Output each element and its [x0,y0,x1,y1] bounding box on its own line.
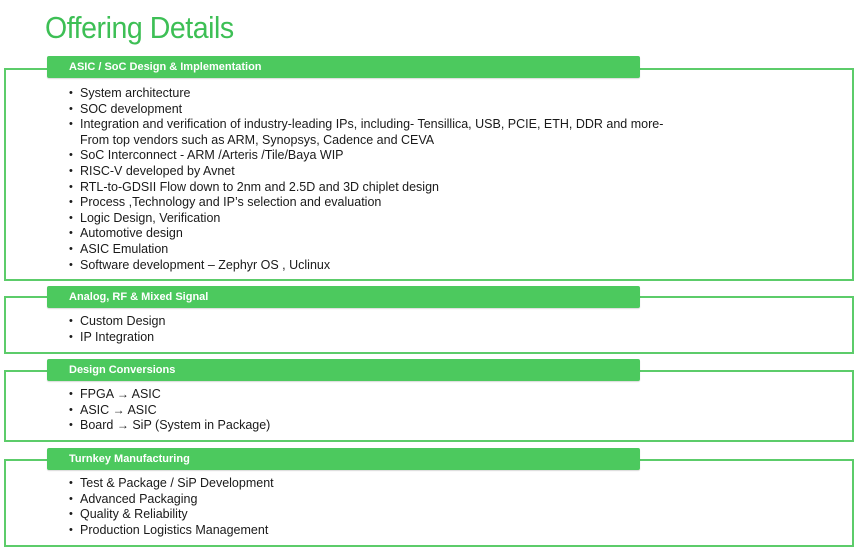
list-item-text: Integration and verification of industry-leading IPs, including- Tensillica, USB, PCIE, ETH, DDR and more- [80,117,664,132]
list-item: • IP Integration [69,330,165,346]
list-item [69,418,270,434]
list-item: • Quality & Reliability [69,507,274,523]
list-item: • Process ,Technology and IP’s selection and evaluation [69,195,663,211]
list-item: • ASIC Emulation [69,242,663,258]
list-item: • Software development – Zephyr OS , Uclinux [69,258,663,274]
list-item: • SoC Interconnect - ARM /Arteris /Tile/Baya WIP [69,148,663,164]
list-item: • Logic Design, Verification [69,211,663,227]
turnkey-manufacturing-list [69,476,274,538]
list-item [69,403,270,419]
section-header-asic-soc: ASIC / SoC Design & Implementation [47,56,640,78]
list-item: • SOC development [69,102,663,118]
analog-rf-list [69,314,165,345]
list-item: • Custom Design [69,314,165,330]
conversion-to: ASIC [131,387,161,401]
section-header-turnkey-manufacturing: Turnkey Manufacturing [47,448,640,470]
asic-soc-list [69,86,663,273]
arrow-right-icon: → [112,402,125,417]
page-title: Offering Details [45,10,234,45]
conversion-to: ASIC [127,402,157,417]
list-item [69,117,663,148]
design-conversions-list [69,387,270,434]
list-item: • RISC-V developed by Avnet [69,164,663,180]
list-item: • RTL-to-GDSII Flow down to 2nm and 2.5D and 3D chiplet design [69,180,663,196]
list-item: • System architecture [69,86,663,102]
list-item: • Automotive design [69,226,663,242]
list-item: • Test & Package / SiP Development [69,476,274,492]
list-item [69,387,270,403]
list-item-continuation: From top vendors such as ARM, Synopsys, Cadence and CEVA [80,132,435,147]
section-header-analog-rf: Analog, RF & Mixed Signal [47,286,640,308]
section-header-design-conversions: Design Conversions [47,359,640,381]
conversion-from: Board [80,418,114,433]
list-item: • Production Logistics Management [69,523,274,539]
conversion-from: ASIC [80,402,110,417]
arrow-right-icon: → [116,418,129,433]
conversion-from: FPGA [80,387,114,401]
arrow-right-icon: → [116,387,129,401]
conversion-to: SiP (System in Package) [132,418,271,433]
list-item: • Advanced Packaging [69,492,274,508]
